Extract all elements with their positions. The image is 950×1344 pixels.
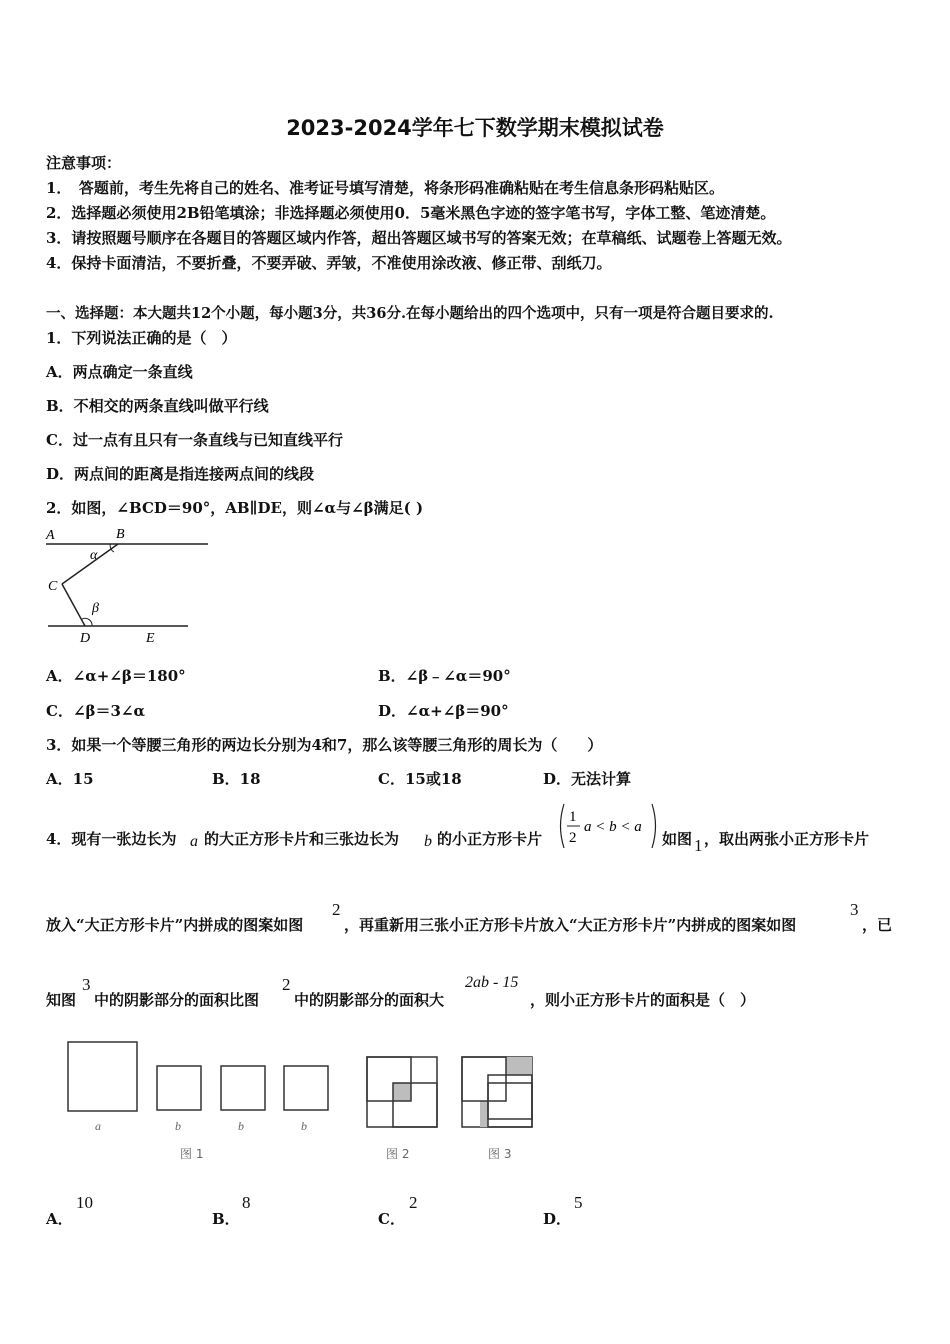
notice-item-2: 2．选择题必须使用2B铅笔填涂；非选择题必须使用0．5毫米黑色字迹的签字笔书写，字体工整、笔迹清楚。 (46, 204, 776, 222)
label-side-b-1: b (175, 1119, 181, 1133)
q2-stem: 2．如图，∠BCD＝90°，AB∥DE，则∠α与∠β满足( ) (46, 499, 424, 517)
q4-expression: 2ab - 15 (465, 974, 519, 991)
q4-option-b-label: B． (212, 1210, 240, 1228)
q4-figure (60, 1036, 550, 1171)
paren-left (561, 804, 565, 848)
notice-item-4: 4．保持卡面清洁，不要折叠，不要弄破、弄皱，不准使用涂改液、修正带、刮纸刀。 (46, 254, 612, 272)
q4-text-3: 的小正方形卡片 (437, 830, 543, 848)
q2-option-d: D．∠α+∠β＝90° (378, 702, 509, 720)
q1-stem: 1．下列说法正确的是（ ） (46, 329, 237, 347)
label-b: B (116, 527, 125, 542)
small-square-1 (157, 1066, 201, 1110)
q2-option-a: A．∠α+∠β＝180° (46, 667, 186, 685)
q4-text-5: ，取出两张小正方形卡片 (704, 830, 870, 848)
segment-cd (62, 584, 85, 626)
label-e: E (146, 631, 155, 646)
label-side-b-2: b (238, 1119, 244, 1133)
q1-option-a: A．两点确定一条直线 (46, 363, 193, 381)
q4-option-d-label: D． (543, 1210, 572, 1228)
ineq-text: a < b < a (584, 819, 642, 835)
notice-item-3: 3．请按照题号顺序在各题目的答题区域内作答，超出答题区域书写的答案无效；在草稿纸、试题卷上答题无效。 (46, 229, 792, 247)
q4-text-11: 中的阴影部分的面积大 (294, 991, 445, 1009)
q4-text-9: 知图 (46, 991, 77, 1009)
q2-option-b: B．∠β﹣∠α＝90° (378, 667, 511, 685)
frac-num: 1 (569, 809, 577, 825)
q4-text-8: ，已 (862, 916, 893, 934)
q4-option-c-label: C． (378, 1210, 405, 1228)
caption-figure-2: 图 2 (386, 1147, 410, 1161)
q4-text-1: 4．现有一张边长为 (46, 830, 177, 848)
notice-item-1: 1． 答题前，考生先将自己的姓名、准考证号填写清楚，将条形码准确粘贴在考生信息条形码粘贴区。 (46, 179, 724, 197)
page-title: 2023-2024学年七下数学期末模拟试卷 (286, 116, 664, 140)
q2-figure (40, 522, 220, 647)
q4-option-a-value: 10 (76, 1193, 93, 1212)
q4-fig-ref-3: 3 (850, 900, 859, 919)
q3-stem: 3．如果一个等腰三角形的两边长分别为4和7，那么该等腰三角形的周长为（ ） (46, 736, 603, 754)
label-d: D (80, 631, 91, 646)
q3-option-a: A．15 (46, 770, 94, 788)
small-square-3 (284, 1066, 328, 1110)
figure-3 (462, 1057, 532, 1127)
q4-option-d-value: 5 (574, 1193, 583, 1212)
label-c: C (48, 579, 58, 594)
q1-option-b: B．不相交的两条直线叫做平行线 (46, 397, 269, 415)
label-beta: β (92, 601, 99, 616)
q1-option-c: C．过一点有且只有一条直线与已知直线平行 (46, 431, 343, 449)
q2-option-c: C．∠β＝3∠α (46, 702, 146, 720)
caption-figure-3: 图 3 (488, 1147, 512, 1161)
q4-fig-ref-5: 2 (282, 975, 291, 994)
label-a: A (46, 528, 55, 543)
paren-right (652, 804, 656, 848)
q4-fig-ref-4: 3 (82, 975, 91, 994)
caption-figure-1: 图 1 (180, 1147, 204, 1161)
q3-option-b: B．18 (212, 770, 261, 788)
figure-2 (367, 1057, 437, 1127)
q3-option-d: D．无法计算 (543, 770, 632, 788)
q4-fig-ref-2: 2 (332, 900, 341, 919)
large-square (68, 1042, 137, 1111)
q4-text-2: 的大正方形卡片和三张边长为 (204, 830, 400, 848)
q1-option-d: D．两点间的距离是指连接两点间的线段 (46, 465, 315, 483)
q4-text-4: 如图 (662, 830, 693, 848)
q4-option-b-value: 8 (242, 1193, 251, 1212)
q4-text-6: 放入“大正方形卡片”内拼成的图案如图 (46, 916, 304, 934)
q3-option-c: C．15或18 (378, 770, 462, 788)
section-heading: 一、选择题：本大题共12个小题，每小题3分，共36分.在每小题给出的四个选项中，只有一项是符合题目要求的. (46, 305, 774, 322)
label-alpha: α (90, 548, 98, 563)
q4-option-a-label: A． (46, 1210, 73, 1228)
q4-var-a: a (190, 833, 198, 850)
q4-text-12: ，则小正方形卡片的面积是（ ） (530, 991, 756, 1009)
q4-inequality (556, 802, 660, 850)
q4-text-10: 中的阴影部分的面积比图 (94, 991, 260, 1009)
notice-heading: 注意事项： (46, 154, 122, 172)
q4-option-c-value: 2 (409, 1193, 418, 1212)
q4-text-7: ，再重新用三张小正方形卡片放入“大正方形卡片”内拼成的图案如图 (344, 916, 797, 934)
small-square-2 (221, 1066, 265, 1110)
label-side-a: a (95, 1119, 101, 1133)
frac-den: 2 (569, 830, 577, 846)
q4-var-b: b (424, 833, 432, 850)
label-side-b-3: b (301, 1119, 307, 1133)
q4-fig-ref-1: 1 (694, 836, 703, 855)
